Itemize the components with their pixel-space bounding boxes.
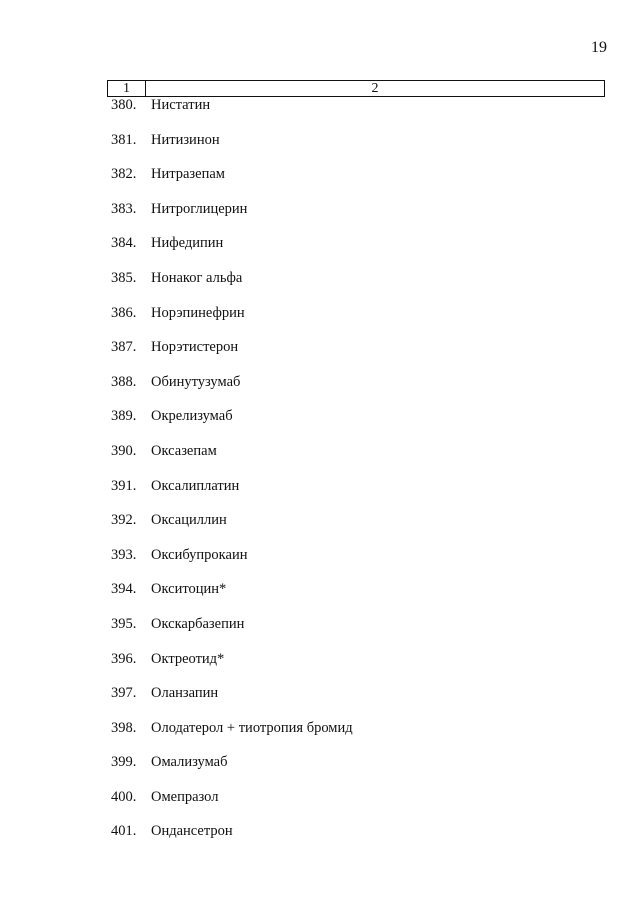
list-item (111, 408, 353, 443)
item-name: Нитроглицерин (151, 200, 248, 217)
item-number: 400. (111, 788, 137, 805)
item-number: 393. (111, 546, 137, 563)
item-number: 385. (111, 269, 137, 286)
item-number: 388. (111, 373, 137, 390)
list-item (111, 720, 353, 755)
list-item (111, 581, 353, 616)
item-name: Омализумаб (151, 754, 228, 771)
item-name: Окситоцин* (151, 581, 227, 598)
list-item (111, 651, 353, 686)
list-item (111, 443, 353, 478)
item-name: Окрелизумаб (151, 408, 233, 425)
item-name: Ондансетрон (151, 823, 233, 840)
list-item (111, 97, 353, 132)
list-item (111, 235, 353, 270)
item-name: Октреотид* (151, 650, 225, 667)
item-number: 386. (111, 304, 137, 321)
item-name: Омепразол (151, 788, 219, 805)
list-item (111, 201, 353, 236)
table-header-col2: 2 (371, 81, 379, 96)
item-number: 398. (111, 719, 137, 736)
item-name: Окскарбазепин (151, 615, 245, 632)
list-item (111, 512, 353, 547)
list-item (111, 132, 353, 167)
item-name: Норэпинефрин (151, 304, 245, 321)
list-item (111, 270, 353, 305)
item-number: 399. (111, 754, 137, 771)
item-name: Нистатин (151, 97, 211, 113)
item-number: 380. (111, 97, 137, 113)
item-number: 384. (111, 235, 137, 252)
table-header-col1: 1 (108, 81, 146, 96)
item-number: 396. (111, 650, 137, 667)
list-item (111, 305, 353, 340)
list-item (111, 789, 353, 824)
item-number: 383. (111, 200, 137, 217)
table-header (107, 80, 605, 97)
list-item (111, 374, 353, 409)
list-item (111, 478, 353, 513)
item-number: 392. (111, 512, 137, 529)
item-name: Нитизинон (151, 131, 220, 148)
item-number: 394. (111, 581, 137, 598)
list-item (111, 166, 353, 201)
list-item (111, 685, 353, 720)
item-name: Нифедипин (151, 235, 224, 252)
item-number: 391. (111, 477, 137, 494)
item-name: Оксибупрокаин (151, 546, 248, 563)
item-number: 395. (111, 615, 137, 632)
item-number: 389. (111, 408, 137, 425)
item-number: 390. (111, 442, 137, 459)
item-number: 382. (111, 166, 137, 183)
item-name: Оксазепам (151, 442, 217, 459)
item-name: Оксациллин (151, 512, 227, 529)
item-number: 397. (111, 685, 137, 702)
item-name: Оксалиплатин (151, 477, 240, 494)
item-name: Олодатерол + тиотропия бромид (151, 719, 353, 736)
page-number: 19 (591, 39, 607, 56)
item-number: 387. (111, 339, 137, 356)
list-item (111, 547, 353, 582)
list-item (111, 754, 353, 789)
item-name: Нонаког альфа (151, 269, 243, 286)
item-name: Оланзапин (151, 685, 219, 702)
list-item (111, 339, 353, 374)
drug-list (111, 97, 353, 858)
list-item (111, 616, 353, 651)
item-name: Норэтистерон (151, 339, 239, 356)
item-name: Нитразепам (151, 166, 225, 183)
item-number: 401. (111, 823, 137, 840)
list-item (111, 823, 353, 858)
item-number: 381. (111, 131, 137, 148)
item-name: Обинутузумаб (151, 373, 241, 390)
